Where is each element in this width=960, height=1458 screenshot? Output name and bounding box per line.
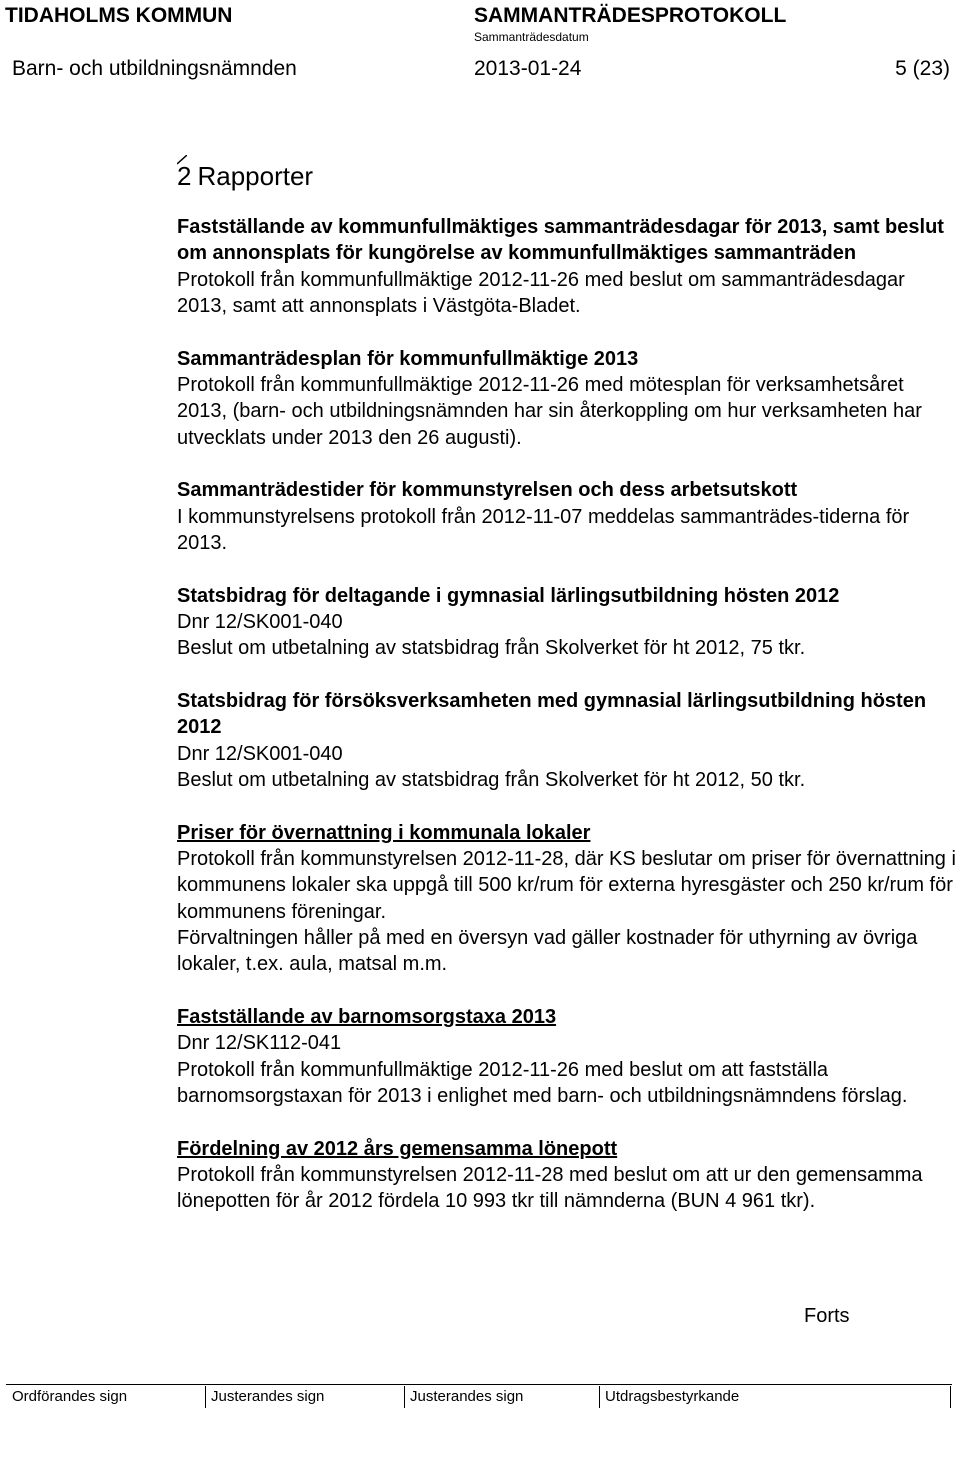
report-item-heading: Fastställande av kommunfullmäktiges sammanträdesdagar för 2013, samt beslut om annonsplats för kungörelse av kommunfullmäktiges sammanträden [177, 216, 944, 265]
section-number: 2 [177, 161, 192, 191]
report-item-heading: Sammanträdestider för kommunstyrelsen och dess arbetsutskott [177, 479, 798, 502]
report-item [177, 214, 958, 319]
report-item-text: Protokoll från kommunfullmäktige 2012-11-26 med beslut om att fastställa barnomsorgstaxan för 2013 i enlighet med barn- och utbildningsnämndens förslag. [177, 1058, 908, 1108]
report-item-heading: Priser för övernattning i kommunala lokaler [177, 821, 591, 844]
report-item-text: Förvaltningen håller på med en översyn vad gäller kostnader för uthyrning av övriga lokaler, t.ex. aula, matsal m.m. [177, 927, 918, 976]
header-date: 2013-01-24 [474, 57, 582, 80]
signature-chair: Ordförandes sign [12, 1388, 128, 1405]
footer-rule [6, 1384, 952, 1385]
report-item-text: Dnr 12/SK001-040 [177, 742, 343, 765]
signature-divider [599, 1386, 600, 1408]
report-item [177, 1136, 958, 1215]
report-item-text: Dnr 12/SK112-041 [177, 1032, 342, 1055]
report-item-text: Beslut om utbetalning av statsbidrag från Skolverket för ht 2012, 50 tkr. [177, 769, 806, 792]
report-item-text: Protokoll från kommunstyrelsen 2012-11-28, där KS beslutar om priser för övernattning i kommunens lokaler ska uppgå till 500 kr/rum för externa hyresgäster och 250 kr/rum för kommunens föreningar. [177, 848, 956, 923]
report-item-text: I kommunstyrelsens protokoll från 2012-11-07 meddelas sammanträdes-tiderna för 2013. [177, 505, 910, 554]
header-doc-type: SAMMANTRÄDESPROTOKOLL [474, 4, 787, 27]
report-item-heading: Sammanträdesplan för kommunfullmäktige 2013 [177, 347, 639, 370]
report-item-text: Protokoll från kommunfullmäktige 2012-11-26 med beslut om sammanträdesdagar 2013, samt att annonsplats i Västgöta-Bladet. [177, 268, 905, 317]
report-item [177, 477, 958, 556]
report-item [177, 1004, 958, 1109]
signature-adjuster-2: Justerandes sign [410, 1388, 524, 1405]
report-item-text: Protokoll från kommunstyrelsen 2012-11-28 med beslut om att ur den gemensamma lönepotten för år 2012 fördela 10 993 tkr till nämnderna (BUN 4 961 tkr). [177, 1164, 923, 1213]
report-item-text: Beslut om utbetalning av statsbidrag från Skolverket för ht 2012, 75 tkr. [177, 637, 806, 660]
header-date-label: Sammanträdesdatum [474, 30, 589, 44]
signature-divider [205, 1386, 206, 1408]
signature-certifier: Utdragsbestyrkande [605, 1388, 740, 1405]
section-title [177, 161, 313, 192]
signature-adjuster-1: Justerandes sign [211, 1388, 325, 1405]
forts-label: Forts [804, 1305, 850, 1327]
report-item [177, 820, 958, 978]
report-item-text: Dnr 12/SK001-040 [177, 611, 343, 634]
report-item-heading: Fördelning av 2012 års gemensamma lönepott [177, 1137, 618, 1160]
section-mark-icon [177, 155, 187, 165]
signature-divider [950, 1386, 951, 1408]
header-page: 5 (23) [895, 57, 950, 80]
report-item [177, 346, 958, 451]
report-item-heading: Statsbidrag för deltagande i gymnasial lärlingsutbildning hösten 2012 [177, 584, 840, 607]
report-item-heading: Fastställande av barnomsorgstaxa 2013 [177, 1006, 557, 1029]
report-list [177, 214, 958, 1241]
report-item [177, 688, 958, 793]
header-municipality: TIDAHOLMS KOMMUN [5, 4, 233, 27]
signature-divider [404, 1386, 405, 1408]
report-item [177, 583, 958, 662]
header-board: Barn- och utbildningsnämnden [12, 57, 297, 80]
section-name: Rapporter [197, 161, 314, 191]
report-item-heading: Statsbidrag för försöksverksamheten med gymnasial lärlingsutbildning hösten 2012 [177, 690, 927, 739]
report-item-text: Protokoll från kommunfullmäktige 2012-11-26 med mötesplan för verksamhetsåret 2013, (barn- och utbildningsnämnden har sin återkoppling om hur verksamheten har utvecklats under 2013 den 26 augusti). [177, 373, 922, 449]
